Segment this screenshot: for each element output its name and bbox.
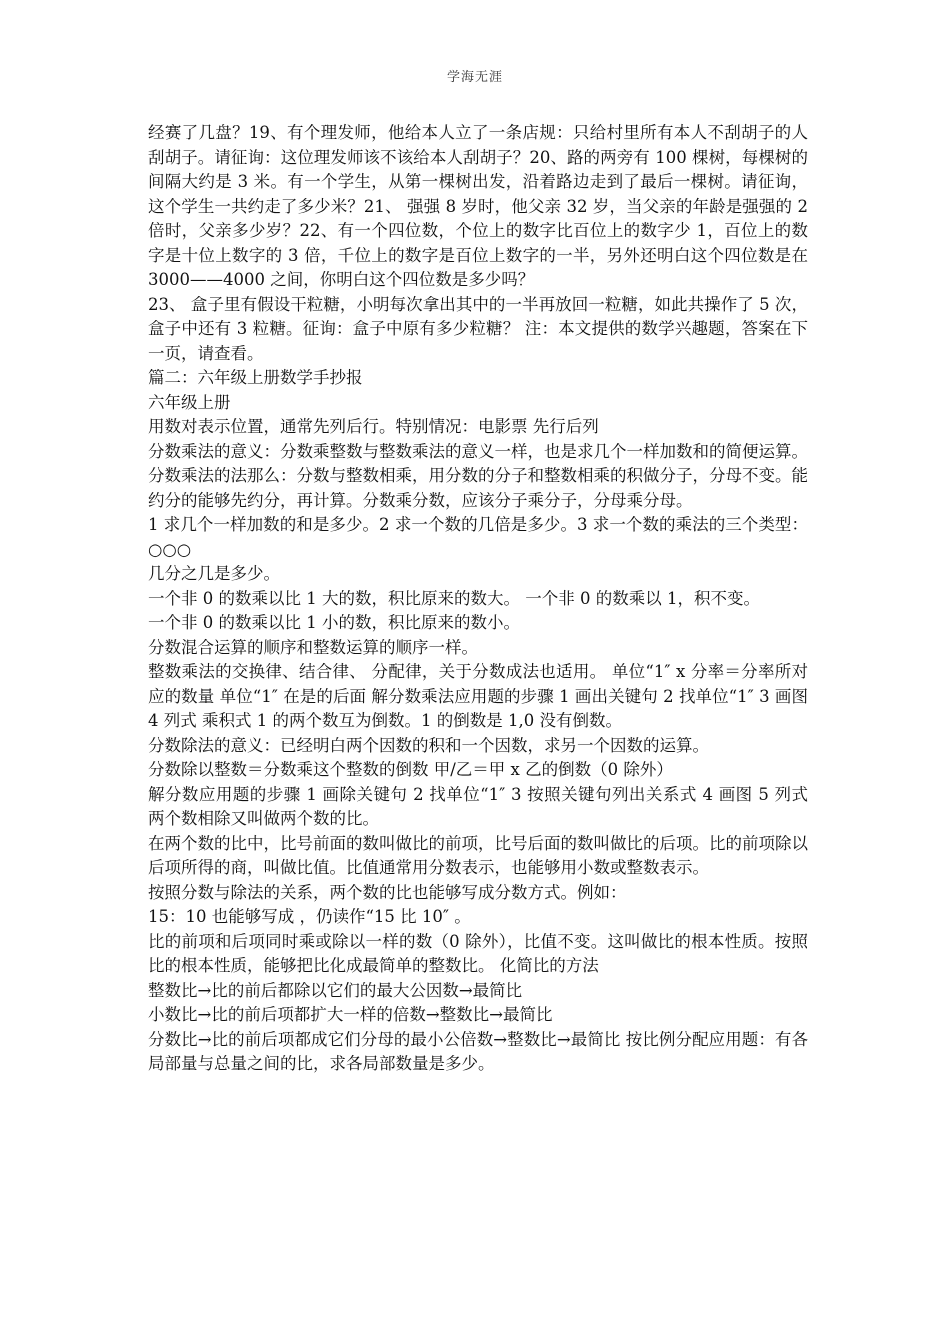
document-body: [148, 121, 808, 1077]
running-header: 学海无涯: [446, 70, 503, 85]
paragraph-multiply-less-than-one: 一个非 0 的数乘以比 1 小的数，积比原来的数小。: [148, 613, 520, 632]
paragraph-ratio-terms: 在两个数的比中，比号前面的数叫做比的前项，比号后面的数叫做比的后项。比的前项除以: [148, 833, 808, 853]
paragraph-fraction-division: 分数除法的意义：已经明白两个因数的积和一个因数，求另一个因数的运算。: [148, 735, 709, 755]
paragraph-mixed-operations: 分数混合运算的顺序和整数运算的顺序一样。: [148, 637, 478, 657]
paragraph-simplify-fraction-ratio: 分数比→比的前后项都成它们分母的最小公倍数→整数比→最简比 按比例分配应用题：有各局部量与总量之间的比，求各局部数量是多少。: [148, 1029, 808, 1073]
paragraph-multiply-greater-than-one: 一个非 0 的数乘以比 1 大的数，积比原来的数大。 一个非 0 的数乘以 1，积不变。: [148, 588, 760, 608]
paragraph-ratio-property: 比的前项和后项同时乘或除以一样的数（0 除外），比值不变。这叫做比的根本性质。按照比的根本性质，能够把比化成最简单的整数比。 化简比的方法: [148, 931, 808, 975]
paragraph-laws-and-reciprocals: 整数乘法的交换律、结合律、 分配律，关于分数成法也适用。 单位“1″ x 分率＝分率所对应的数量 单位“1″ 在是的后面 解分数乘法应用题的步骤 1 画出关键句 2 找单位“1″ 3 画图 4 列式 乘积式 1 的两个数互为倒数。1 的倒数是 1,0 没有倒数。: [148, 662, 808, 730]
paragraph-division-steps: 解分数应用题的步骤 1 画除关键句 2 找单位“1″ 3 按照关键句列出关系式 4 画图 5 列式 两个数相除又叫做两个数的比。: [148, 784, 808, 828]
paragraph-ratio-as-fraction: 按照分数与除法的关系，两个数的比也能够写成分数方式。例如：: [148, 882, 627, 902]
paragraph-fraction-multiplication: 分数乘法的意义：分数乘整数与整数乘法的意义一样，也是求几个一样加数和的简便运算。 分数乘法的法那么：分数与整数相乘，用分数的分子和整数相乘的积做分子，分母不变。能约分的能够先约分，再计算。分数乘分数，应该分子乘分子，分母乘分母。: [148, 441, 808, 510]
section-heading-part-two: 篇二：六年级上册数学手抄报: [148, 368, 363, 387]
paragraph-puzzle-23: 23、 盒子里有假设干粒糖，小明每次拿出其中的一半再放回一粒糖，如此共操作了 5 次，盒子中还有 3 粒糖。征询：盒子中原有多少粒糖？ 注：本文提供的数学兴趣题，答案在下一页，请查看。: [148, 294, 808, 363]
paragraph-simplify-decimal-ratio: 小数比→比的前后项都扩大一样的倍数→整数比→最简比: [148, 1005, 553, 1024]
paragraph-ratio-example: 15：10 也能够写成 ，仍读作“15 比 10″ 。: [148, 907, 471, 926]
subheading-grade-six: 六年级上册: [148, 392, 231, 412]
paragraph-simplify-integer-ratio: 整数比→比的前后都除以它们的最大公因数→最简比: [148, 980, 523, 1000]
paragraph-multiplication-types: 1 求几个一样加数的和是多少。2 求一个数的几倍是多少。3 求一个数的乘法的三个类型：○○○: [148, 515, 808, 559]
paragraph-division-rule: 分数除以整数＝分数乘这个整数的倒数 甲/乙＝甲 x 乙的倒数（0 除外）: [148, 760, 673, 779]
paragraph-puzzles-19-22: 经赛了几盘？19、有个理发师，他给本人立了一条店规：只给村里所有本人不刮胡子的人刮胡子。请征询：这位理发师该不该给本人刮胡子？20、路的两旁有 100 棵树，每棵树的间隔大约是 3 米。有一个学生，从第一棵树出发，沿着路边走到了最后一棵树。请征询，这个学生一共约走了多少米？21、 强强 8 岁时，他父亲 32 岁，当父亲的年龄是强强的 2 倍时，父亲多少岁？22、有一个四位数，个位上的数字比百位上的数字少 1，百位上的数字是十位上数字的 3 倍，千位上的数字是百位上数字的一半，另外还明白这个四位数是在 3000——4000 之间，你明白这个四位数是多少吗？: [148, 123, 808, 289]
paragraph-coordinate-pairs: 用数对表示位置，通常先列后行。特别情况：电影票 先行后列: [148, 417, 599, 436]
paragraph-ratio-value: 后项所得的商，叫做比值。比值通常用分数表示，也能够用小数或整数表示。: [148, 858, 709, 877]
paragraph-fraction-of: 几分之几是多少。: [148, 564, 280, 583]
